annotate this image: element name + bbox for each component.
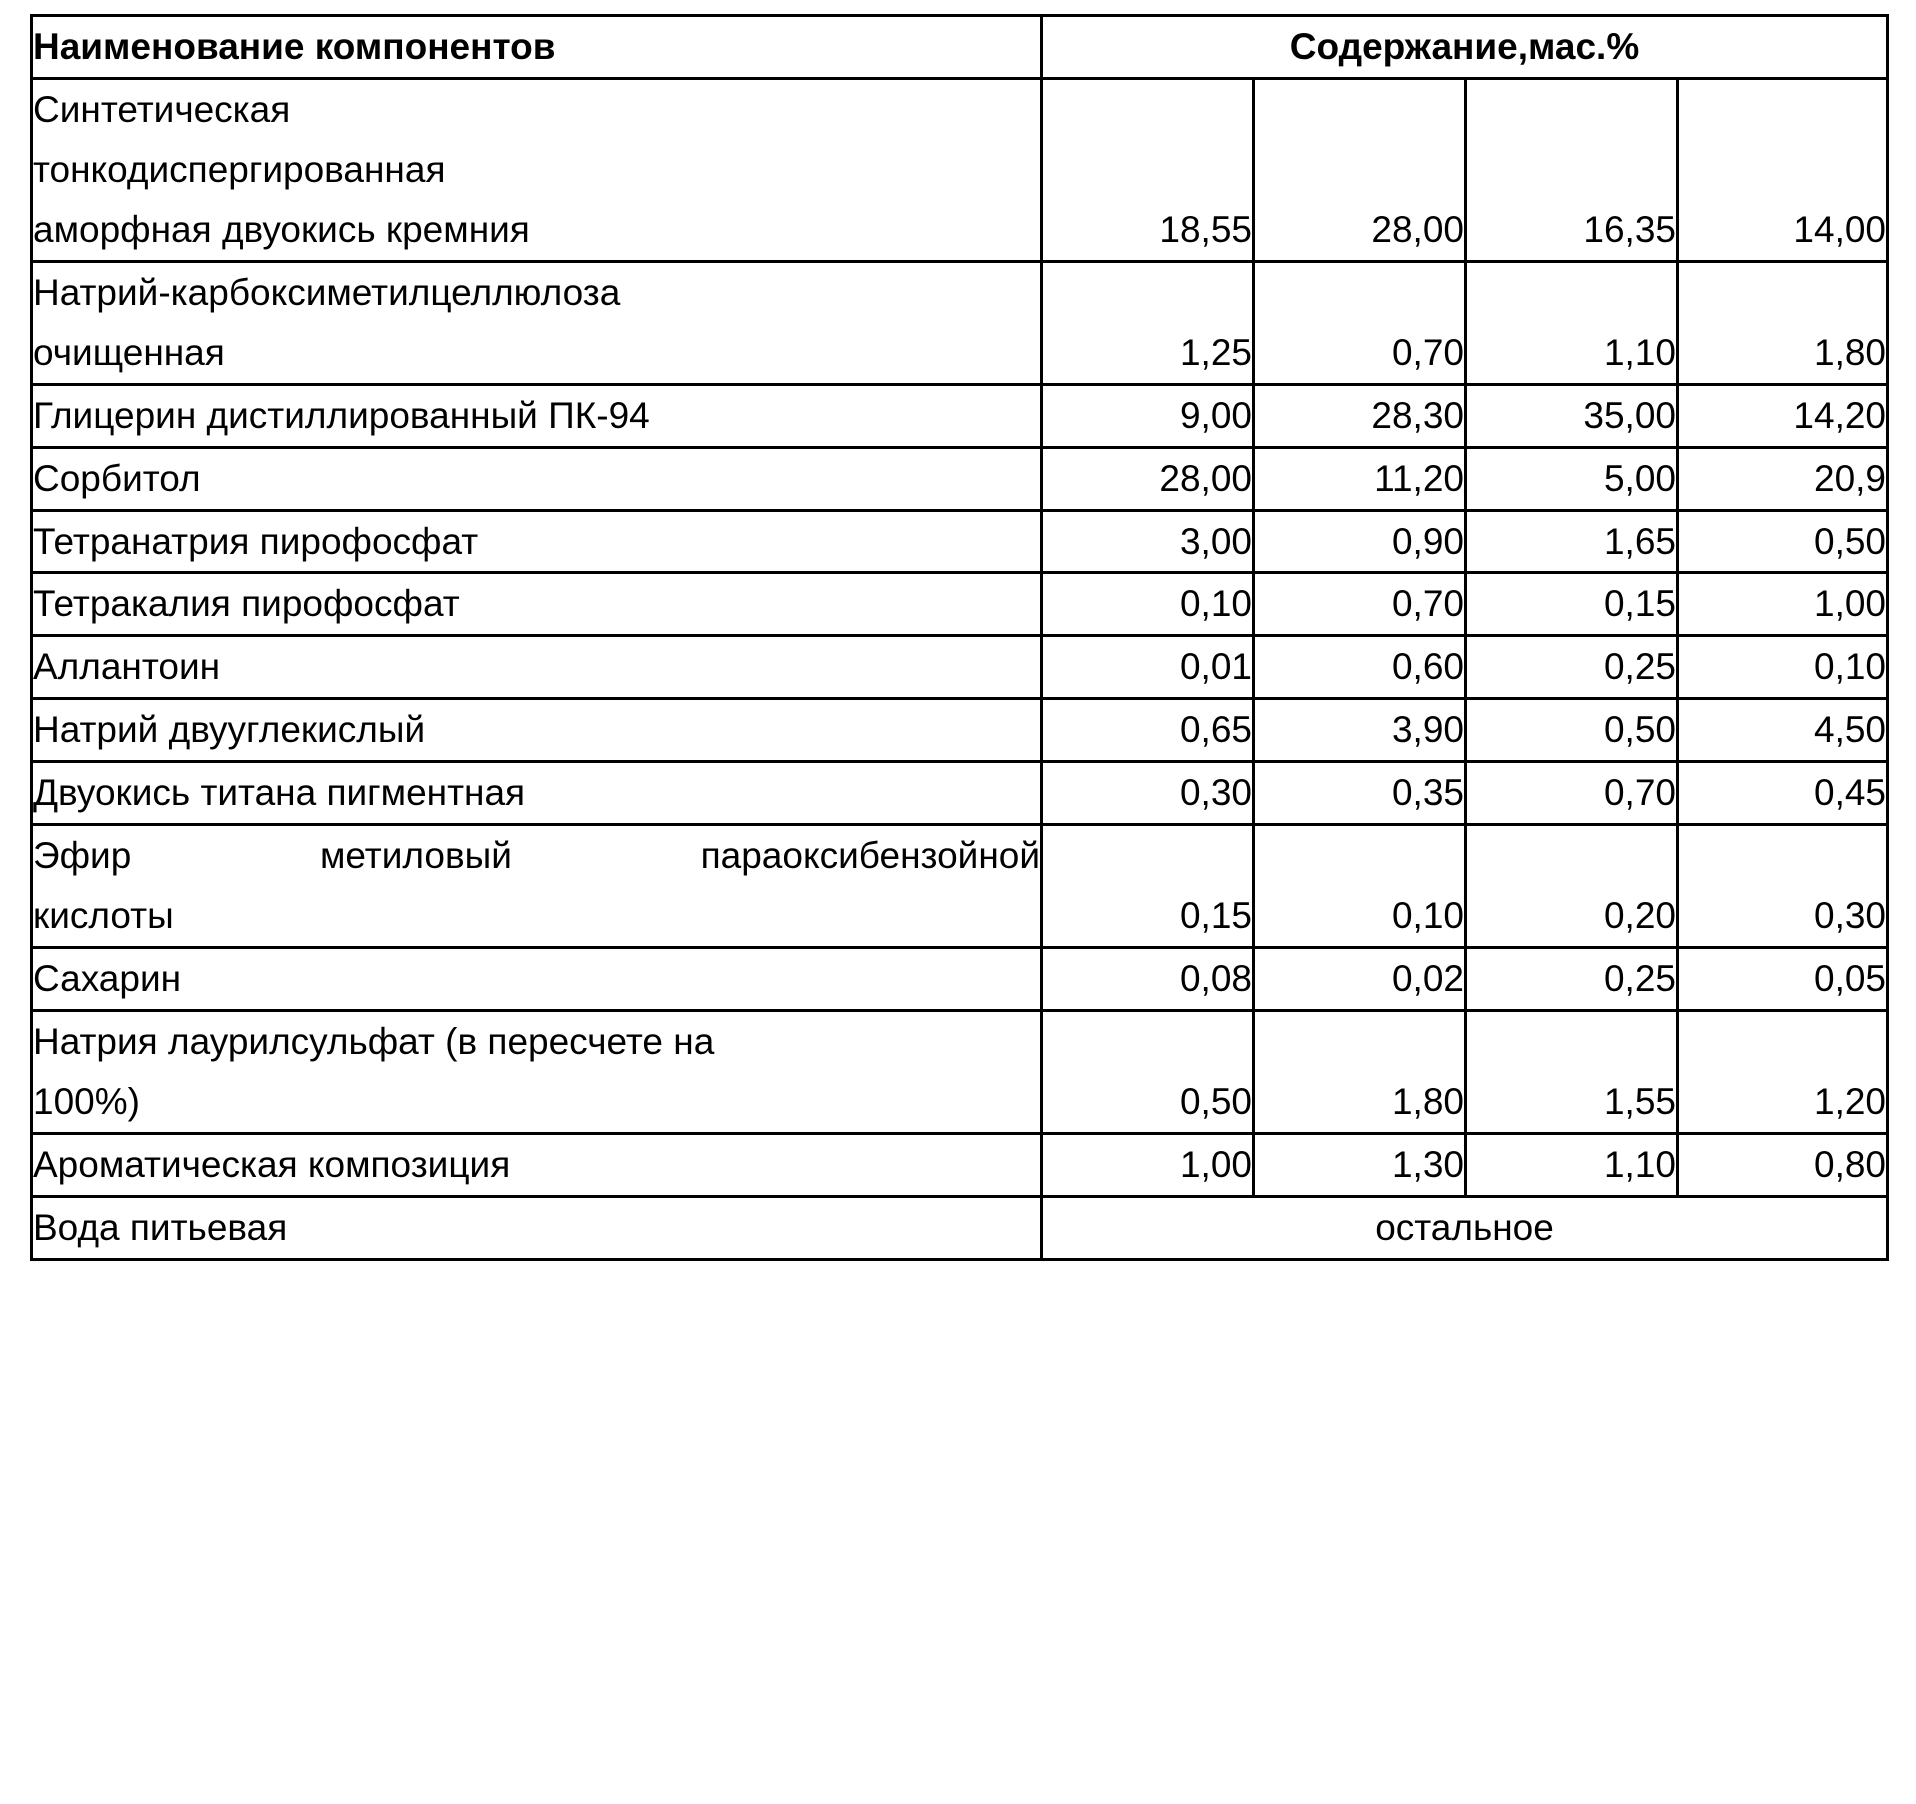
row-name-cell: Вода питьевая	[32, 1196, 1042, 1259]
row-value-cell: 0,30	[1678, 825, 1888, 948]
row-name-line: Тетракалия пирофосфат	[33, 583, 460, 625]
row-value-cell: 0,60	[1254, 636, 1466, 699]
row-value-cell: 0,50	[1042, 1011, 1254, 1134]
row-value-cell: 1,20	[1678, 1011, 1888, 1134]
row-name-line: Ароматическая композиция	[33, 1143, 511, 1185]
row-value-cell: 3,00	[1042, 510, 1254, 573]
row-value-cell: 0,50	[1678, 510, 1888, 573]
row-value-cell: 1,00	[1678, 573, 1888, 636]
row-value-cell: 0,02	[1254, 948, 1466, 1011]
row-value-cell: 0,70	[1466, 762, 1678, 825]
row-value-cell: 11,20	[1254, 447, 1466, 510]
row-name-line: 100%)	[33, 1080, 140, 1122]
row-value-cell: 0,45	[1678, 762, 1888, 825]
row-name-cell	[32, 699, 1042, 762]
row-value-cell: 0,20	[1466, 825, 1678, 948]
table-row	[32, 573, 1888, 636]
row-name-line: Натрий-карбоксиметилцеллюлоза	[33, 271, 621, 313]
row-name-line: аморфная двуокись кремния	[33, 208, 530, 250]
row-value-cell: 0,65	[1042, 699, 1254, 762]
row-value-cell: 0,70	[1254, 261, 1466, 384]
row-value-cell: 5,00	[1466, 447, 1678, 510]
row-value-cell: 1,10	[1466, 1133, 1678, 1196]
row-name-cell	[32, 636, 1042, 699]
row-value-cell: 1,10	[1466, 261, 1678, 384]
row-value-cell: 0,15	[1466, 573, 1678, 636]
table-row	[32, 510, 1888, 573]
row-name-line: Синтетическая	[33, 88, 291, 130]
row-value-cell: 0,10	[1678, 636, 1888, 699]
header-cell-content-percent: Содержание,мас.%	[1042, 16, 1888, 79]
row-value-cell: 0,10	[1042, 573, 1254, 636]
row-name-cell	[32, 510, 1042, 573]
row-name-cell	[32, 825, 1042, 948]
table-header-row	[32, 16, 1888, 79]
row-name-cell	[32, 78, 1042, 261]
row-value-cell: 3,90	[1254, 699, 1466, 762]
row-value-cell: 0,35	[1254, 762, 1466, 825]
row-value-cell: 1,80	[1254, 1011, 1466, 1134]
row-value-cell: 0,01	[1042, 636, 1254, 699]
table-row	[32, 1133, 1888, 1196]
table-row	[32, 261, 1888, 384]
row-name-line: Сорбитол	[33, 457, 201, 499]
row-value-cell: 14,00	[1678, 78, 1888, 261]
row-name-line: Сахарин	[33, 958, 182, 1000]
row-value-cell: 1,30	[1254, 1133, 1466, 1196]
row-value-cell: 20,9	[1678, 447, 1888, 510]
table-row-water	[32, 1196, 1888, 1259]
row-value-cell: 9,00	[1042, 384, 1254, 447]
row-value-cell: 0,50	[1466, 699, 1678, 762]
table-row	[32, 447, 1888, 510]
row-name-cell	[32, 573, 1042, 636]
row-value-cell: 0,70	[1254, 573, 1466, 636]
row-value-cell: 1,80	[1678, 261, 1888, 384]
row-value-cell: 0,15	[1042, 825, 1254, 948]
table-row	[32, 78, 1888, 261]
row-name-line: Натрий двууглекислый	[33, 709, 426, 751]
row-name-cell	[32, 1133, 1042, 1196]
row-name-cell	[32, 447, 1042, 510]
row-name-line: Эфир метиловый параоксибензойной	[33, 835, 1040, 877]
row-name-cell	[32, 762, 1042, 825]
row-value-cell: 4,50	[1678, 699, 1888, 762]
row-value-cell: 0,25	[1466, 948, 1678, 1011]
row-value-cell: 16,35	[1466, 78, 1678, 261]
row-value-cell: 28,30	[1254, 384, 1466, 447]
row-value-cell: 0,08	[1042, 948, 1254, 1011]
table-row	[32, 699, 1888, 762]
row-value-cell-remainder: остальное	[1042, 1196, 1888, 1259]
row-value-cell: 35,00	[1466, 384, 1678, 447]
table-row	[32, 948, 1888, 1011]
row-name-cell	[32, 261, 1042, 384]
header-cell-component-name: Наименование компонентов	[32, 16, 1042, 79]
row-name-cell	[32, 384, 1042, 447]
row-name-line: Глицерин дистиллированный ПК-94	[33, 394, 650, 436]
row-value-cell: 0,30	[1042, 762, 1254, 825]
row-value-cell: 0,10	[1254, 825, 1466, 948]
row-name-line: кислоты	[33, 895, 174, 937]
row-name-line: Двуокись титана пигментная	[33, 772, 526, 814]
row-value-cell: 0,05	[1678, 948, 1888, 1011]
row-name-line: Натрия лаурилсульфат (в пересчете на	[33, 1021, 715, 1062]
row-value-cell: 1,55	[1466, 1011, 1678, 1134]
row-value-cell: 18,55	[1042, 78, 1254, 261]
row-value-cell: 0,25	[1466, 636, 1678, 699]
row-value-cell: 28,00	[1254, 78, 1466, 261]
row-name-line: Тетранатрия пирофосфат	[33, 520, 479, 562]
row-name-line: тонкодиспергированная	[33, 148, 446, 190]
row-name-cell	[32, 948, 1042, 1011]
row-value-cell: 14,20	[1678, 384, 1888, 447]
row-value-cell: 0,80	[1678, 1133, 1888, 1196]
row-value-cell: 0,90	[1254, 510, 1466, 573]
row-value-cell: 1,25	[1042, 261, 1254, 384]
components-composition-table	[30, 14, 1889, 1261]
table-row	[32, 762, 1888, 825]
row-value-cell: 1,65	[1466, 510, 1678, 573]
table-body	[32, 16, 1888, 1260]
row-value-cell: 1,00	[1042, 1133, 1254, 1196]
row-name-cell	[32, 1011, 1042, 1134]
table-row	[32, 384, 1888, 447]
row-name-line: Аллантоин	[33, 646, 221, 688]
table-row	[32, 825, 1888, 948]
table-row	[32, 636, 1888, 699]
row-value-cell: 28,00	[1042, 447, 1254, 510]
table-row	[32, 1011, 1888, 1134]
row-name-line: очищенная	[33, 331, 225, 373]
